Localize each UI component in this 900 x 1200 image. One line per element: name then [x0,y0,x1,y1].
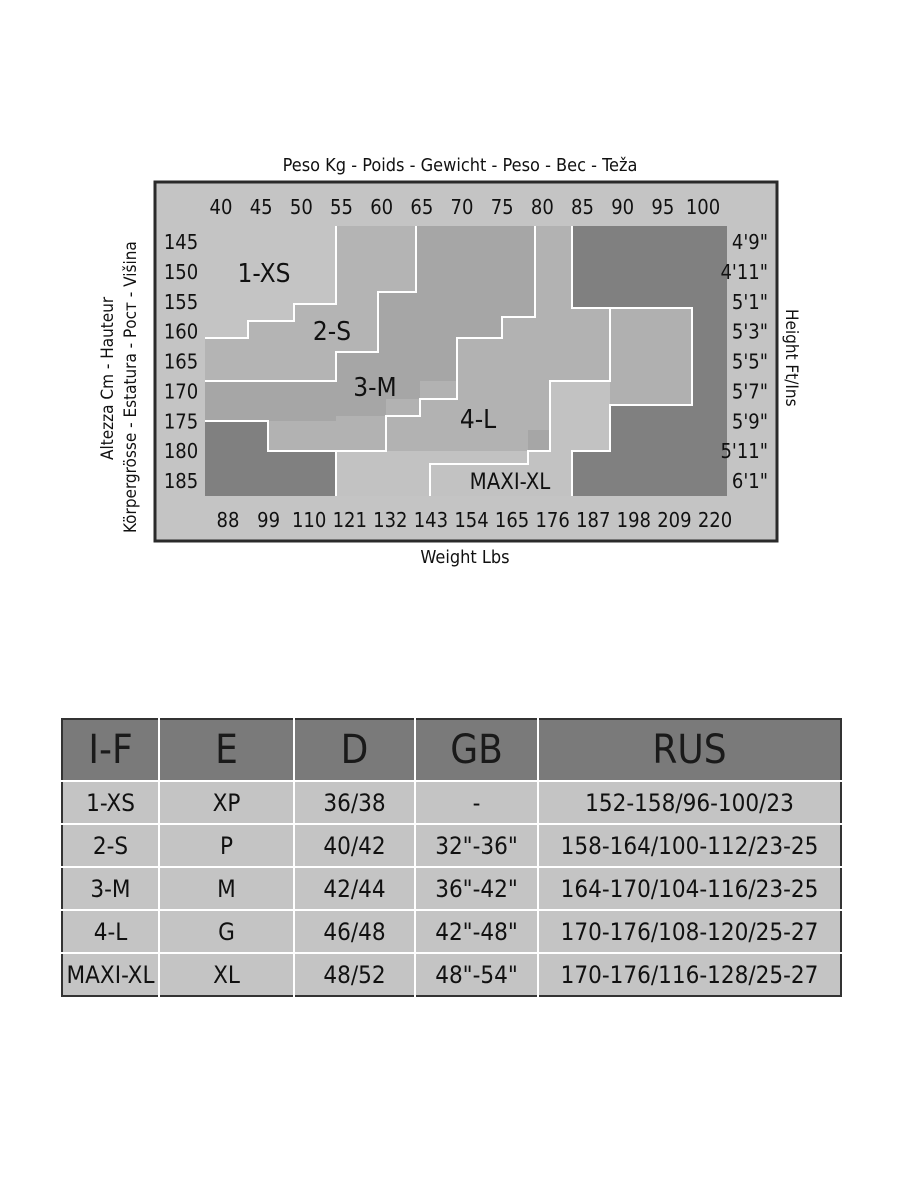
zone-maxi-xl-edge [610,308,692,405]
x-tick-label-lbs: 209 [657,508,692,532]
table-row [62,910,841,953]
x-tick-label-kg: 40 [209,195,233,219]
y-tick-label-cm: 160 [163,319,199,344]
table-cell: 48"-54" [415,953,538,996]
table-cell: G [159,910,294,953]
table-cell: 170-176/116-128/25-27 [538,953,841,996]
table-cell: 32"-36" [415,824,538,867]
table-cell: MAXI-XL [62,953,159,996]
table-cell: 152-158/96-100/23 [538,781,841,824]
y-tick-label-ftin: 5'5" [731,349,768,374]
x-tick-label-kg: 50 [289,195,313,219]
table-header-row [62,719,841,781]
table-cell: P [159,824,294,867]
y-tick-label-cm: 170 [163,379,199,404]
y-tick-label-cm: 150 [163,259,199,284]
x-tick-label-lbs: 132 [373,508,408,532]
zone-label: 2-S [312,317,352,347]
zone-label: 1-XS [237,259,291,289]
table-cell: 48/52 [294,953,415,996]
table-cell: 46/48 [294,910,415,953]
y-tick-label-cm: 165 [163,349,199,374]
table-cell: 2-S [62,824,159,867]
y-axis-label-right: Height Ft/Ins [781,309,801,407]
column-header: E [159,719,294,781]
table-cell: 170-176/108-120/25-27 [538,910,841,953]
x-tick-label-kg: 65 [410,195,434,219]
column-header: D [294,719,415,781]
table-cell: 36"-42" [415,867,538,910]
table-row [62,867,841,910]
x-tick-label-lbs: 99 [257,508,281,532]
column-header: RUS [538,719,841,781]
x-tick-label-kg: 90 [611,195,635,219]
x-tick-label-lbs: 110 [291,508,327,532]
x-tick-label-kg: 100 [685,195,721,219]
x-axis-label: Weight Lbs [420,547,510,568]
zone-label: 4-L [459,405,497,435]
y-tick-label-cm: 185 [163,469,199,493]
y-tick-label-ftin: 6'1" [731,469,768,493]
table-cell: 4-L [62,910,159,953]
table-cell: XP [159,781,294,824]
x-tick-label-kg: 85 [571,195,594,219]
table-row [62,781,841,824]
table-cell: 3-M [62,867,159,910]
y-axis-label: Altezza Cm - Hauteur [98,296,118,460]
column-header: I-F [62,719,159,781]
table-cell: M [159,867,294,910]
y-tick-label-ftin: 4'11" [720,259,768,284]
zone-label: MAXI-XL [469,470,551,495]
table-cell: 1-XS [62,781,159,824]
y-tick-label-cm: 175 [163,409,199,434]
table-row [62,824,841,867]
y-tick-label-ftin: 5'1" [731,289,768,314]
x-tick-label-kg: 45 [249,195,273,219]
zone-label: 3-M [353,373,397,403]
x-tick-label-lbs: 143 [413,508,449,532]
y-tick-label-ftin: 5'7" [731,379,768,404]
table-row [62,953,841,996]
y-tick-label-ftin: 5'3" [731,319,768,344]
table-cell: 164-170/104-116/23-25 [538,867,841,910]
x-tick-label-lbs: 165 [494,508,530,532]
size-conversion-table [61,718,842,997]
x-tick-label-lbs: 176 [535,508,570,532]
x-tick-label-kg: 75 [490,195,514,219]
x-tick-label-kg: 55 [330,195,353,219]
table-cell: 42"-48" [415,910,538,953]
x-tick-label-lbs: 198 [616,508,652,532]
y-tick-label-ftin: 4'9" [731,230,768,254]
x-tick-label-kg: 80 [530,195,554,219]
y-tick-label-ftin: 5'9" [731,409,768,434]
x-tick-label-lbs: 154 [454,508,489,532]
x-tick-label-lbs: 220 [697,508,733,532]
x-tick-label-lbs: 187 [576,508,611,532]
column-header: GB [415,719,538,781]
x-tick-label-lbs: 121 [332,508,367,532]
table-cell: - [415,781,538,824]
y-axis-label: Körpergrösse - Estatura - Рост - Višina [121,241,141,533]
table-cell: 42/44 [294,867,415,910]
table-cell: 40/42 [294,824,415,867]
table-cell: 158-164/100-112/23-25 [538,824,841,867]
x-tick-label-kg: 60 [370,195,394,219]
table-cell: 36/38 [294,781,415,824]
x-tick-label-kg: 95 [651,195,675,219]
out-of-range-region [572,226,727,308]
x-tick-label-kg: 70 [450,195,474,219]
x-tick-label-lbs: 88 [216,508,240,532]
y-tick-label-cm: 155 [163,289,199,314]
table-cell: XL [159,953,294,996]
y-tick-label-cm: 145 [163,230,199,254]
y-tick-label-cm: 180 [163,439,199,464]
y-tick-label-ftin: 5'11" [720,439,768,464]
chart-title: Peso Kg - Poids - Gewicht - Peso - Bec - Teža [282,155,638,176]
